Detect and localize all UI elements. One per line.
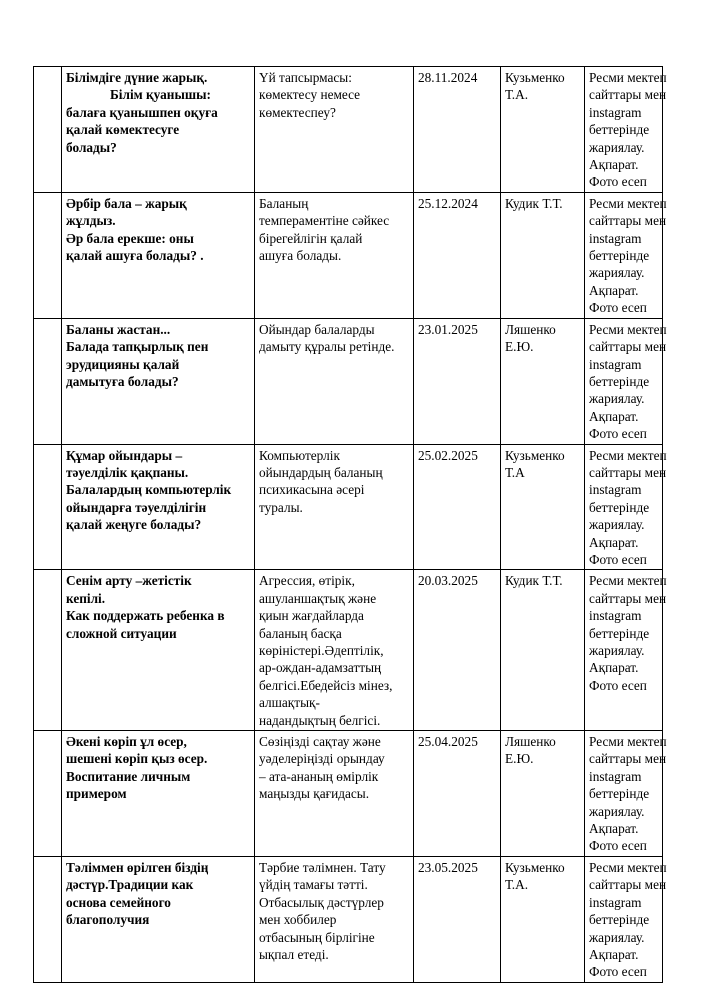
row-number-cell <box>34 731 62 857</box>
responsible-line: Е.Ю. <box>505 339 534 355</box>
topic-line: Тәліммен өрілген біздің <box>66 859 209 875</box>
report-line: Ресми мектеп <box>589 859 667 875</box>
report-cell <box>585 318 667 444</box>
form-line: алшақтық- <box>259 695 320 711</box>
topic-line: тәуелділік қақпаны. <box>66 464 189 480</box>
report-line: беттерінде <box>589 122 650 138</box>
report-line: instagram <box>589 482 642 498</box>
date-cell: 25.04.2025 <box>414 731 501 857</box>
topic-line: эрудицияны қалай <box>66 356 180 372</box>
topic-line: Құмар ойындары – <box>66 447 183 463</box>
report-line: instagram <box>589 894 642 910</box>
report-cell <box>585 444 667 570</box>
report-line: Ресми мектеп <box>589 734 667 750</box>
responsible-cell <box>501 192 585 318</box>
topic-cell <box>62 731 255 857</box>
report-line: Фото есеп <box>589 300 647 316</box>
form-line: көмектеспеу? <box>259 104 336 120</box>
report-line: Ресми мектеп <box>589 195 667 211</box>
form-line: баланың басқа <box>259 625 342 641</box>
topic-line: Баланы жастан... <box>66 321 171 337</box>
topic-line: Білімдігe дүние жарық. <box>66 70 208 85</box>
report-line: жариялау. <box>589 139 645 155</box>
form-line: дамыту құралы ретінде. <box>259 339 395 355</box>
form-line: темпераментіне сәйкес <box>259 213 390 229</box>
table-row <box>34 731 663 857</box>
form-cell <box>255 570 414 731</box>
report-cell <box>585 67 667 193</box>
events-table-body <box>34 67 667 983</box>
responsible-line: Кудик Т.Т. <box>505 573 563 589</box>
form-cell <box>255 67 414 193</box>
topic-line: Әкені көріп ұл өсер, <box>66 734 187 750</box>
form-line: мен хоббилер <box>259 912 337 928</box>
responsible-cell <box>501 318 585 444</box>
form-line: психикасына әсері <box>259 482 365 498</box>
form-line: Отбасылық дәстүрлер <box>259 894 384 910</box>
topic-line: Балалардың компьютерлік <box>66 482 232 498</box>
form-line: Ойындар балаларды <box>259 321 375 337</box>
topic-line: примером <box>66 786 127 802</box>
date-cell: 28.11.2024 <box>414 67 501 193</box>
events-table <box>33 66 667 983</box>
topic-cell <box>62 570 255 731</box>
form-line: отбасының бірлігіне <box>259 929 375 945</box>
form-line: ашуланшақтық және <box>259 590 377 606</box>
form-line: белгісі.Ебедейсіз мінез, <box>259 677 393 693</box>
responsible-line: Т.А <box>505 464 525 480</box>
report-line: жариялау. <box>589 517 645 533</box>
topic-line: қалай ашуға болады? . <box>66 248 204 264</box>
form-line: ойындардың баланың <box>259 464 383 480</box>
report-line: сайттары мен <box>589 213 667 229</box>
form-line: ықпал етеді. <box>259 946 329 962</box>
responsible-cell <box>501 731 585 857</box>
report-line: жариялау. <box>589 929 645 945</box>
form-cell <box>255 444 414 570</box>
report-line: беттерінде <box>589 786 650 802</box>
form-line: – ата-ананың өмірлік <box>259 768 379 784</box>
report-cell <box>585 192 667 318</box>
form-line: Агрессия, өтірік, <box>259 573 355 589</box>
date-cell: 25.02.2025 <box>414 444 501 570</box>
topic-line: Әр бала ерекше: оны <box>66 230 194 246</box>
report-line: instagram <box>589 608 642 624</box>
responsible-line: Кузьменко <box>505 447 565 463</box>
report-line: сайттары мен <box>589 87 667 103</box>
topic-cell <box>62 67 255 193</box>
table-row <box>34 67 663 193</box>
report-line: Ақпарат. <box>589 946 639 962</box>
table-row <box>34 570 663 731</box>
date-cell: 20.03.2025 <box>414 570 501 731</box>
form-line: ар-ождан-адамзаттың <box>259 660 382 676</box>
date-cell: 25.12.2024 <box>414 192 501 318</box>
report-cell <box>585 856 667 982</box>
report-line: Ресми мектеп <box>589 70 667 85</box>
form-line: көріністері.Әдептілік, <box>259 643 384 658</box>
report-line: Ақпарат. <box>589 408 639 424</box>
date-cell: 23.01.2025 <box>414 318 501 444</box>
responsible-line: Ляшенко <box>505 321 556 337</box>
form-cell <box>255 856 414 982</box>
row-number-cell <box>34 570 62 731</box>
topic-line: Воспитание личным <box>66 768 191 784</box>
responsible-cell <box>501 856 585 982</box>
report-line: Ақпарат. <box>589 821 639 837</box>
topic-line: Балада тапқырлық пен <box>66 339 209 355</box>
responsible-cell <box>501 444 585 570</box>
topic-line: благополучия <box>66 912 150 928</box>
row-number-cell <box>34 856 62 982</box>
form-line: ашуға болады. <box>259 248 342 264</box>
report-line: Ресми мектеп <box>589 321 667 337</box>
report-line: беттерінде <box>589 912 650 928</box>
report-cell <box>585 731 667 857</box>
responsible-line: Ляшенко <box>505 734 556 750</box>
row-number-cell <box>34 192 62 318</box>
report-line: жариялау. <box>589 265 645 281</box>
report-line: Ақпарат. <box>589 282 639 298</box>
row-number-cell <box>34 444 62 570</box>
topic-cell <box>62 318 255 444</box>
report-line: instagram <box>589 230 642 246</box>
responsible-line: Т.А. <box>505 87 529 103</box>
topic-cell <box>62 192 255 318</box>
report-line: Ресми мектеп <box>589 447 667 463</box>
topic-line: Сенім арту –жетістік <box>66 573 192 589</box>
responsible-cell <box>501 570 585 731</box>
table-row <box>34 856 663 982</box>
report-line: Фото есеп <box>589 677 647 693</box>
report-line: Ақпарат. <box>589 534 639 550</box>
form-line: Баланың <box>259 195 309 211</box>
responsible-line: Кузьменко <box>505 859 565 875</box>
form-line: Сөзіңізді сақтау және <box>259 734 381 750</box>
form-line: бірегейлігін қалай <box>259 230 363 246</box>
topic-cell <box>62 856 255 982</box>
report-line: Фото есеп <box>589 964 647 980</box>
table-row <box>34 318 663 444</box>
form-line: көмектесу немесе <box>259 87 361 103</box>
report-line: instagram <box>589 104 642 120</box>
topic-line: кепілі. <box>66 590 106 606</box>
report-line: сайттары мен <box>589 877 667 893</box>
report-line: беттерінде <box>589 248 650 264</box>
topic-line: Әрбір бала – жарық <box>66 195 187 211</box>
report-cell <box>585 570 667 731</box>
topic-line: дәстүр.Традиции как <box>66 877 194 893</box>
topic-line: основа семейного <box>66 894 171 910</box>
form-cell <box>255 318 414 444</box>
topic-line: қалай жеңуге болады? <box>66 517 202 533</box>
responsible-cell <box>501 67 585 193</box>
form-line: Тәрбие тәлімнен. Тату <box>259 859 386 875</box>
report-line: Фото есеп <box>589 838 647 854</box>
form-line: Компьютерлік <box>259 447 340 463</box>
report-line: Ақпарат. <box>589 660 639 676</box>
report-line: instagram <box>589 768 642 784</box>
report-line: Фото есеп <box>589 551 647 567</box>
report-line: Фото есеп <box>589 174 647 190</box>
report-line: Фото есеп <box>589 426 647 442</box>
form-cell <box>255 192 414 318</box>
form-line: туралы. <box>259 499 303 515</box>
report-line: сайттары мен <box>589 751 667 767</box>
topic-line: шешені көріп қыз өсер. <box>66 751 208 767</box>
topic-line: ойындарға тәуелділігін <box>66 499 207 515</box>
topic-line: болады? <box>66 139 117 155</box>
report-line: Ақпарат. <box>589 157 639 173</box>
form-cell <box>255 731 414 857</box>
table-row <box>34 192 663 318</box>
responsible-line: Кудик Т.Т. <box>505 195 563 211</box>
form-line: надандықтың белгісі. <box>259 712 381 728</box>
report-line: сайттары мен <box>589 590 667 606</box>
topic-line: дамытуға болады? <box>66 373 179 389</box>
topic-line: Как поддержать ребенка в <box>66 608 225 624</box>
report-line: жариялау. <box>589 803 645 819</box>
report-line: жариялау. <box>589 643 645 658</box>
form-line: үйдің тамағы тәтті. <box>259 877 368 893</box>
table-row <box>34 444 663 570</box>
responsible-line: Кузьменко <box>505 70 565 85</box>
form-line: маңызды қағидасы. <box>259 786 370 802</box>
report-line: беттерінде <box>589 499 650 515</box>
form-line: Үй тапсырмасы: <box>259 70 352 85</box>
report-line: Ресми мектеп <box>589 573 667 589</box>
topic-line: қалай көмектесуге <box>66 122 180 138</box>
topic-line: сложной ситуации <box>66 625 177 641</box>
report-line: сайттары мен <box>589 339 667 355</box>
row-number-cell <box>34 67 62 193</box>
topic-line: Білім қуанышы: <box>110 87 211 103</box>
report-line: беттерінде <box>589 373 650 389</box>
report-line: жариялау. <box>589 391 645 407</box>
report-line: беттерінде <box>589 625 650 641</box>
report-line: сайттары мен <box>589 464 667 480</box>
topic-line: жұлдыз. <box>66 213 116 229</box>
form-line: қиын жағдайларда <box>259 608 364 624</box>
responsible-line: Е.Ю. <box>505 751 534 767</box>
topic-cell <box>62 444 255 570</box>
form-line: уәделеріңізді орындау <box>259 751 385 767</box>
row-number-cell <box>34 318 62 444</box>
date-cell: 23.05.2025 <box>414 856 501 982</box>
topic-line: балаға қуанышпен оқуға <box>66 104 218 120</box>
report-line: instagram <box>589 356 642 372</box>
responsible-line: Т.А. <box>505 877 529 893</box>
